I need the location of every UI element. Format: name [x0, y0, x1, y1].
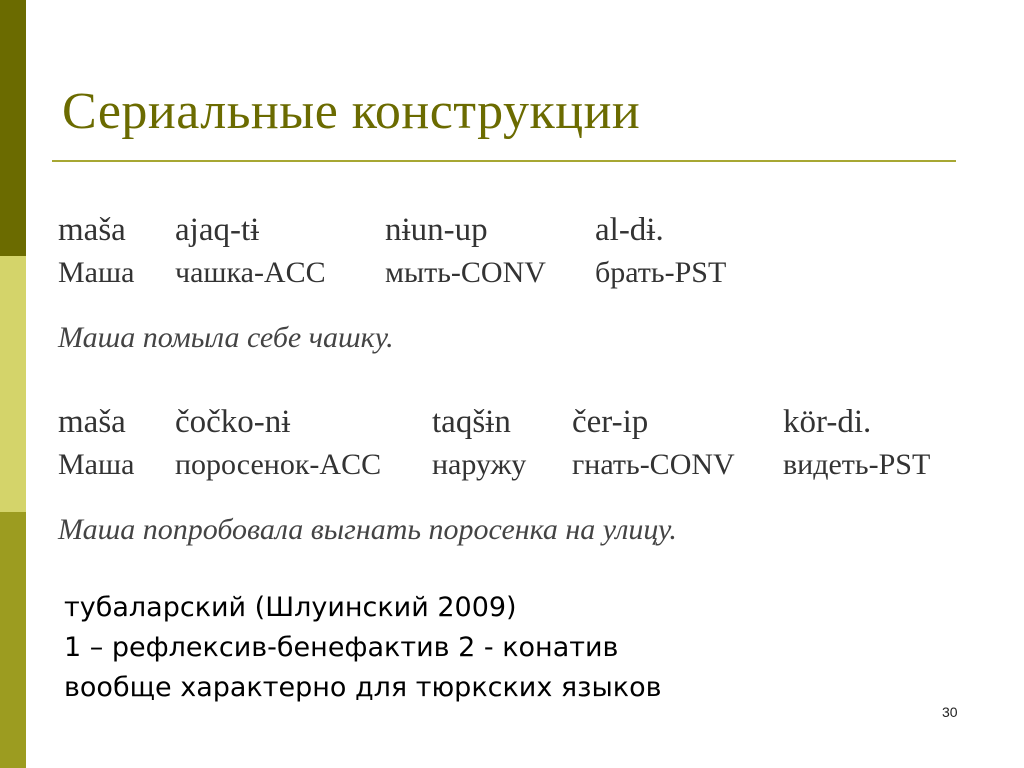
example-2-gloss-item: наружу	[432, 448, 527, 481]
note-line: тубаларский (Шлуинский 2009)	[64, 592, 517, 623]
example-1-translation: Маша помыла себе чашку.	[58, 321, 394, 354]
accent-bar-top	[0, 0, 26, 256]
notes	[64, 588, 662, 708]
note-line: вообще характерно для тюркских языков	[64, 672, 662, 703]
example-2-gloss-item: поросенок-ACC	[175, 448, 382, 481]
example-2-gloss-item: гнать-CONV	[572, 448, 735, 481]
accent-bar-bottom	[0, 512, 26, 768]
example-2-gloss-item: Маша	[58, 448, 135, 481]
example-2-gloss-item: видеть-PST	[783, 448, 931, 481]
example-2-word: čer-ip	[572, 404, 649, 440]
example-1-word: nɨun-up	[385, 212, 488, 248]
example-1-gloss-item: брать-PST	[595, 256, 727, 289]
example-1-gloss-item: мыть-CONV	[385, 256, 546, 289]
example-1-word: al-dɨ.	[595, 212, 664, 248]
title-divider	[52, 160, 956, 162]
slide-title: Сериальные конструкции	[62, 83, 641, 140]
accent-bar-middle	[0, 256, 26, 512]
example-2-translation: Маша попробовала выгнать поросенка на улицу.	[58, 513, 677, 546]
example-2-word: taqšɨn	[432, 404, 511, 440]
example-1-word: ajaq-tɨ	[175, 212, 260, 248]
example-2-word: maša	[58, 404, 126, 440]
example-2-word: čočko-nɨ	[175, 404, 291, 440]
example-1-word: maša	[58, 212, 126, 248]
page-number: 30	[942, 704, 958, 720]
example-1-gloss-item: чашка-ACC	[175, 256, 326, 289]
example-2-word: kör-di.	[783, 404, 872, 440]
note-line: 1 – рефлексив-бенефактив 2 - конатив	[64, 632, 619, 663]
example-1-gloss-item: Маша	[58, 256, 135, 289]
